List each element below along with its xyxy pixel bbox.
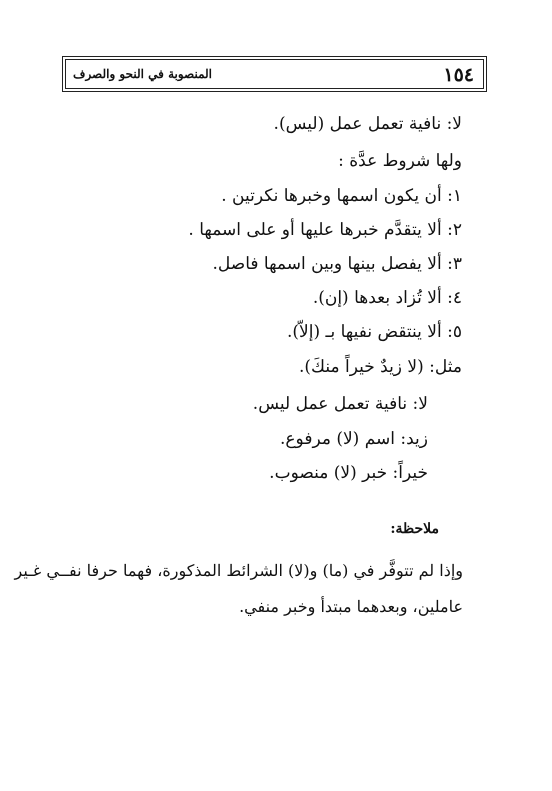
parsing-line: زيد: اسم (لا) مرفوع. [280,429,428,449]
condition-item: ١: أن يكون اسمها وخبرها نكرتين . [221,186,462,206]
note-line: وإذا لم تتوفَّر في (ما) و(لا) الشرائط المذكورة، فهما حرفا نفــي غـير [14,561,463,580]
example-line: مثل: (لا زيدٌ خيراً منكَ). [299,357,462,377]
definition-line: لا: نافية تعمل عمل (ليس). [273,114,462,134]
condition-item: ٥: ألا ينتقض نفيها بـ (إلاّ). [287,322,462,342]
note-line: عاملين، وبعدهما مبتدأ وخبر منفي. [239,597,463,616]
conditions-intro: ولها شروط عدَّة : [338,151,462,171]
book-title: المنصوبة في النحو والصرف [73,67,213,81]
page-header [62,56,487,92]
condition-item: ٢: ألا يتقدَّم خبرها عليها أو على اسمها . [188,220,462,240]
parsing-line: خيراً: خبر (لا) منصوب. [269,463,428,483]
note-title: ملاحظة: [390,521,439,537]
condition-item: ٤: ألا تُزاد بعدها (إن). [312,288,462,308]
condition-item: ٣: ألا يفصل بينها وبين اسمها فاصل. [212,254,462,274]
page-number: ١٥٤ [443,64,474,86]
parsing-line: لا: نافية تعمل عمل ليس. [252,394,428,414]
